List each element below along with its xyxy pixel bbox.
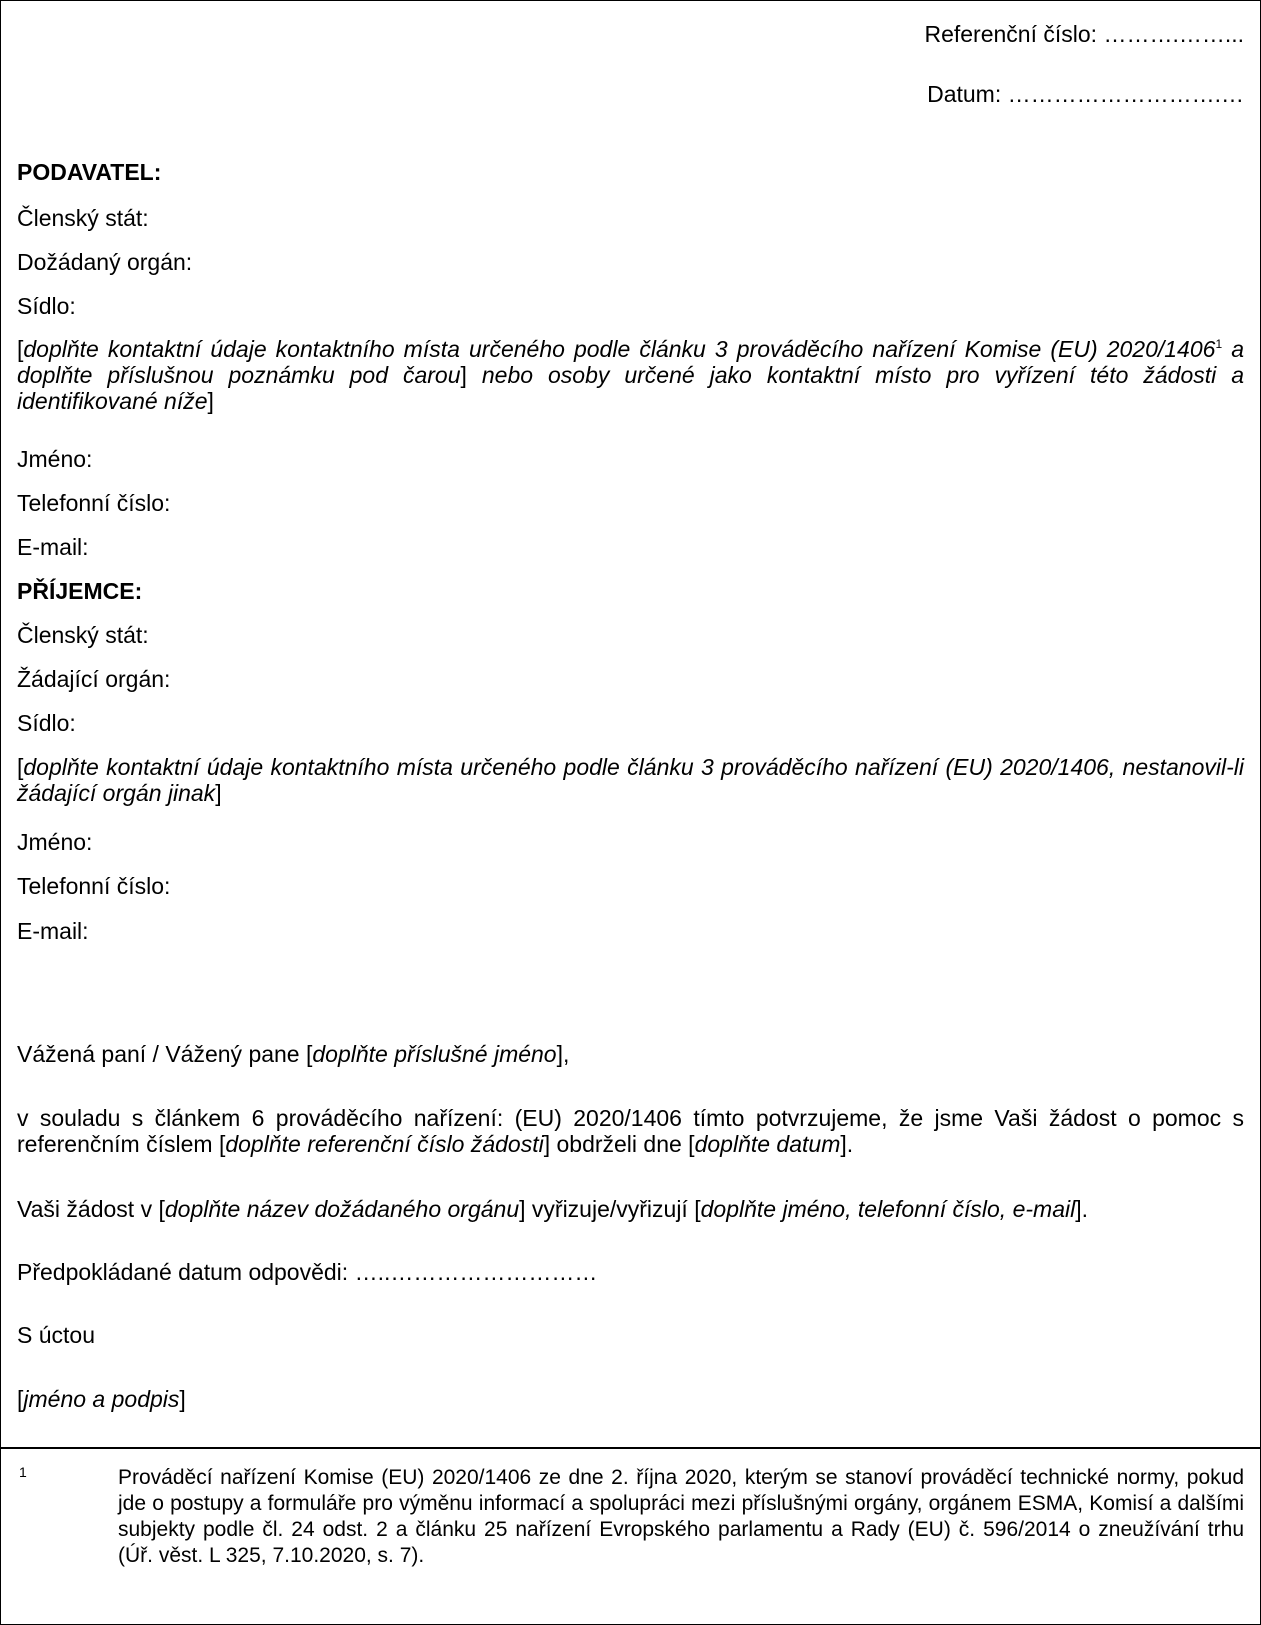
letter-body <box>1 1 1260 1447</box>
recipient-member-state: Členský stát: <box>17 622 149 648</box>
sender-heading: PODAVATEL: <box>17 159 162 185</box>
date-field: Datum: ……………………….… <box>927 81 1244 107</box>
recipient-heading: PŘÍJEMCE: <box>17 578 143 604</box>
footnote-text: Prováděcí nařízení Komise (EU) 2020/1406 ze dne 2. října 2020, kterým se stanoví prováděcí technické normy, pokud jde o postupy a formuláře pro výměnu informací a spolupráci mezi příslušnými orgány, orgánem ESMA, Komisí a dalšími subjekty podle čl. 24 odst. 2 a článku 25 nařízení Evropského parlamentu a Rady (EU) č. 596/2014 o zneužívání trhu (Úř. věst. L 325, 7.10.2020, s. 7). <box>118 1466 1244 1567</box>
sender-member-state: Členský stát: <box>17 205 149 231</box>
recipient-contact-note: [doplňte kontaktní údaje kontaktního místa určeného podle článku 3 prováděcího nařízení (EU) 2020/1406, nestanovil-li žádající orgán jinak] <box>17 754 1244 806</box>
salutation: Vážená paní / Vážený pane [doplňte příslušné jméno], <box>17 1041 570 1067</box>
footnote-reference: 1 <box>1215 337 1223 351</box>
confirmation-paragraph: v souladu s článkem 6 prováděcího nařízení: (EU) 2020/1406 tímto potvrzujeme, že jsme Vaši žádost o pomoc s referenčním číslem [doplňte referenční číslo žádosti] obdrželi dne [doplňte datum]. <box>17 1105 1244 1157</box>
expected-reply-date: Předpokládané datum odpovědi: …..……………………… <box>17 1259 598 1285</box>
recipient-email: E-mail: <box>17 918 89 944</box>
recipient-seat: Sídlo: <box>17 710 76 736</box>
sender-requested-authority: Dožádaný orgán: <box>17 249 193 275</box>
footnote-divider <box>1 1447 1260 1449</box>
sender-seat: Sídlo: <box>17 293 76 319</box>
signature-placeholder: [jméno a podpis] <box>17 1386 186 1412</box>
sender-contact-note: [doplňte kontaktní údaje kontaktního místa určeného podle článku 3 prováděcího nařízení Komise (EU) 2020/1406$^1$ a doplňte příslušnou poznámku pod čarou] nebo osoby určené jako kontaktní místo pro vyřízení této žádosti a identifikované níže] <box>17 336 1245 414</box>
sender-name: Jméno: <box>17 446 93 472</box>
footnote-number: 1 <box>19 1464 27 1480</box>
sender-phone: Telefonní číslo: <box>17 490 171 516</box>
reference-number: Referenční číslo: ……….……... <box>924 21 1244 47</box>
handling-paragraph: Vaši žádost v [doplňte název dožádaného orgánu] vyřizuje/vyřizují [doplňte jméno, telefonní číslo, e-mail]. <box>17 1196 1088 1222</box>
closing: S úctou <box>17 1322 95 1348</box>
recipient-phone: Telefonní číslo: <box>17 873 171 899</box>
sender-email: E-mail: <box>17 534 89 560</box>
recipient-name: Jméno: <box>17 829 93 855</box>
recipient-requesting-authority: Žádající orgán: <box>17 666 171 692</box>
